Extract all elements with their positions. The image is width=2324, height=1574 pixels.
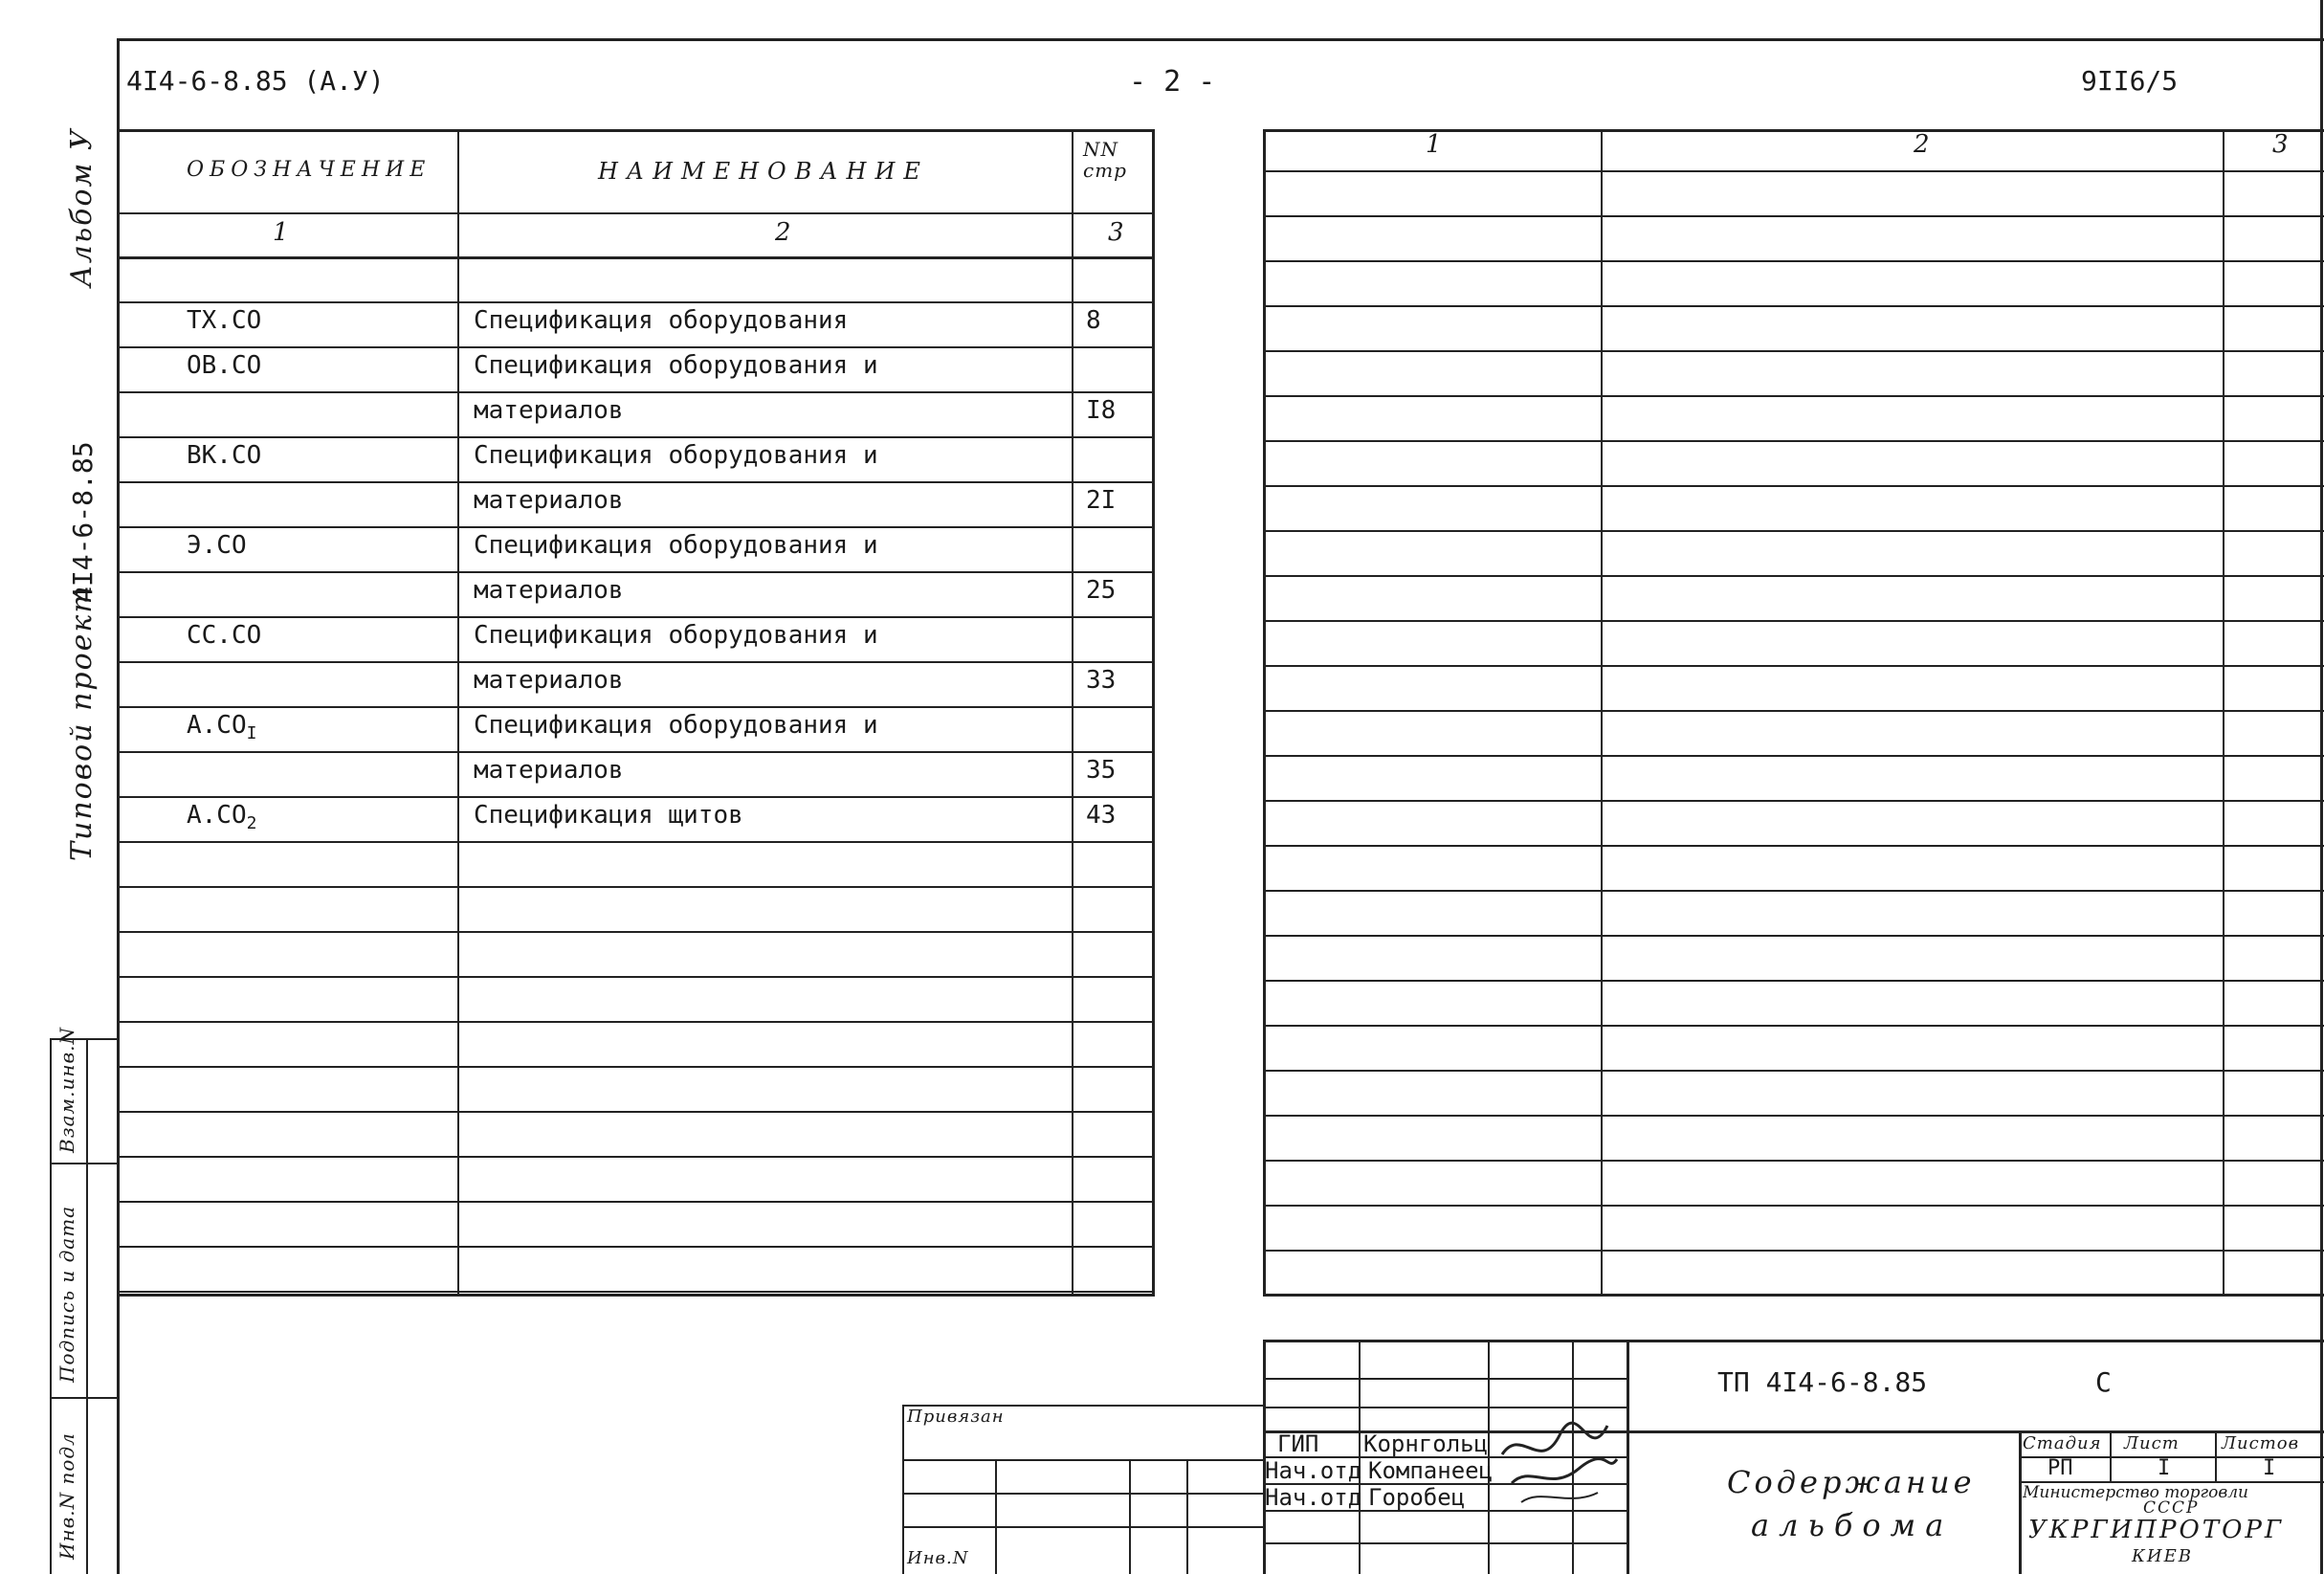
- left-header-line: [117, 212, 1155, 214]
- right-row-line: [1263, 800, 2324, 802]
- attached-col-3: [1186, 1459, 1188, 1574]
- row-page: 2I: [1086, 486, 1117, 515]
- stamp-label-inv: Инв.N подл: [55, 1432, 78, 1560]
- frame-top: [117, 38, 2324, 41]
- inv-label: Инв.N: [907, 1548, 969, 1568]
- stamp-row-1: [1263, 1378, 1627, 1380]
- project-label: Типовой проект: [65, 584, 99, 861]
- row-page: 33: [1086, 666, 1117, 695]
- row-page: 35: [1086, 756, 1117, 785]
- doc-code: 4I4-6-8.85 (А.У): [126, 65, 385, 97]
- stamp-row-2: [1263, 1407, 1627, 1408]
- right-row-line: [1263, 1115, 2324, 1117]
- left-colnum-line: [117, 256, 1155, 259]
- stamp-label-replace: Взам.инв.N: [55, 1026, 78, 1153]
- row-code: Э.СО: [187, 531, 247, 560]
- row-name: материалов: [474, 576, 624, 605]
- left-row-line: [117, 706, 1155, 708]
- left-row-line: [117, 526, 1155, 528]
- org-line4: КИЕВ: [2132, 1546, 2193, 1566]
- right-row-line: [1263, 440, 2324, 442]
- row-page: 8: [1086, 306, 1101, 335]
- left-colnum-3: 3: [1108, 218, 1130, 247]
- row-page: 25: [1086, 576, 1117, 605]
- left-header-name: НАИМЕНОВАНИЕ: [598, 158, 929, 185]
- right-row-line: [1263, 215, 2324, 217]
- sheet-label: Лист: [2124, 1433, 2180, 1453]
- left-row-line: [117, 1291, 1155, 1293]
- right-row-line: [1263, 1070, 2324, 1072]
- right-row-line: [1263, 980, 2324, 982]
- stamp-letter: С: [2095, 1366, 2112, 1398]
- left-header-pages: NN стр: [1083, 138, 1127, 182]
- right-row-line: [1263, 305, 2324, 307]
- right-row-line: [1263, 710, 2324, 712]
- row-name: Спецификация оборудования и: [474, 351, 878, 380]
- right-colnum-3: 3: [2272, 130, 2294, 159]
- left-row-line: [117, 886, 1155, 888]
- row-code-subscript: I: [246, 723, 257, 744]
- row-name: Спецификация щитов: [474, 801, 743, 830]
- left-row-line: [117, 1066, 1155, 1068]
- stamp-col-d: [1627, 1340, 1629, 1574]
- right-row-line: [1263, 665, 2324, 667]
- stamp-title-line1: Содержание: [1727, 1464, 1976, 1500]
- stage-label: Стадия: [2023, 1433, 2102, 1453]
- left-colnum-2: 2: [775, 218, 797, 247]
- attached-col-2: [1129, 1459, 1131, 1574]
- row-name: Спецификация оборудования и: [474, 711, 878, 740]
- left-header-designation: ОБОЗНАЧЕНИЕ: [187, 158, 432, 182]
- right-colnum-2: 2: [1914, 130, 1936, 159]
- left-table-col-divider-2: [1072, 129, 1073, 1297]
- row-code: А.СО: [187, 711, 247, 740]
- right-row-line: [1263, 755, 2324, 757]
- right-table-col-divider-1: [1601, 129, 1603, 1297]
- right-row-line: [1263, 260, 2324, 262]
- row-name: Спецификация оборудования и: [474, 441, 878, 470]
- row-code-wrap: [187, 711, 256, 743]
- signature-marks: [1493, 1416, 1627, 1512]
- stamp-row-7: [1263, 1542, 1627, 1544]
- left-row-line: [117, 841, 1155, 843]
- left-row-line: [117, 1111, 1155, 1113]
- right-row-line: [1263, 1160, 2324, 1162]
- stamp-box-line-left: [50, 1038, 52, 1574]
- right-row-line: [1263, 170, 2324, 172]
- row-name: Спецификация оборудования и: [474, 531, 878, 560]
- right-row-line: [1263, 1025, 2324, 1027]
- left-row-line: [117, 796, 1155, 798]
- row-code-subscript: 2: [246, 813, 257, 834]
- right-colnum-1: 1: [1426, 130, 1448, 159]
- staff-role-0: ГИП: [1277, 1430, 1319, 1457]
- staff-role-2: Нач.отд: [1265, 1484, 1362, 1511]
- row-name: материалов: [474, 666, 624, 695]
- left-row-line: [117, 391, 1155, 393]
- row-page: I8: [1086, 396, 1117, 425]
- org-line3: УКРГИПРОТОРГ: [2028, 1516, 2285, 1544]
- right-row-line: [1263, 1205, 2324, 1207]
- left-row-line: [117, 661, 1155, 663]
- attached-row-2: [902, 1493, 1266, 1495]
- right-row-line: [1263, 530, 2324, 532]
- left-table-col-divider-1: [457, 129, 459, 1297]
- left-row-line: [117, 1021, 1155, 1023]
- staff-name-2: Горобец: [1368, 1484, 1466, 1511]
- org-line2: СССР: [2143, 1498, 2200, 1518]
- left-colnum-1: 1: [273, 218, 295, 247]
- right-row-line: [1263, 485, 2324, 487]
- sheet-value: I: [2158, 1456, 2171, 1480]
- row-code-wrap: [187, 801, 256, 833]
- left-row-line: [117, 1156, 1155, 1158]
- left-row-line: [117, 1246, 1155, 1248]
- attached-col-1: [995, 1459, 997, 1574]
- row-name: Спецификация оборудования: [474, 306, 849, 335]
- sheets-value: I: [2263, 1456, 2276, 1480]
- row-code: ОВ.СО: [187, 351, 262, 380]
- sheet-code: 9II6/5: [2081, 65, 2179, 97]
- row-code: ВК.СО: [187, 441, 262, 470]
- right-row-line: [1263, 1250, 2324, 1252]
- right-row-line: [1263, 395, 2324, 397]
- left-row-line: [117, 931, 1155, 933]
- row-name: материалов: [474, 756, 624, 785]
- row-name: Спецификация оборудования и: [474, 621, 878, 650]
- right-row-line: [1263, 845, 2324, 847]
- staff-name-1: Компанеец: [1368, 1457, 1494, 1484]
- row-name: материалов: [474, 396, 624, 425]
- row-code: А.СО: [187, 801, 247, 830]
- right-table-col-divider-2: [2223, 129, 2224, 1297]
- stamp-project: ТП 4I4-6-8.85: [1717, 1366, 1928, 1398]
- album-label: Альбом У: [65, 127, 99, 287]
- left-row-line: [117, 301, 1155, 303]
- right-row-line: [1263, 620, 2324, 622]
- left-row-line: [117, 616, 1155, 618]
- left-row-line: [117, 1201, 1155, 1203]
- stamp-col-e: [2019, 1430, 2022, 1574]
- left-row-line: [117, 976, 1155, 978]
- stage-col-1: [2110, 1430, 2112, 1481]
- row-code: СС.СО: [187, 621, 262, 650]
- stamp-label-sign: Подпись и дата: [55, 1205, 78, 1383]
- row-page: 43: [1086, 801, 1117, 830]
- attached-label: Привязан: [907, 1407, 1005, 1427]
- staff-role-1: Нач.отд: [1265, 1457, 1362, 1484]
- left-row-line: [117, 481, 1155, 483]
- stamp-box-div1: [50, 1163, 117, 1164]
- attached-row-3: [902, 1526, 1266, 1528]
- stamp-box-div2: [50, 1397, 117, 1399]
- row-code: ТХ.СО: [187, 306, 262, 335]
- stage-value: РП: [2047, 1456, 2073, 1480]
- left-row-line: [117, 436, 1155, 438]
- row-name: материалов: [474, 486, 624, 515]
- org-line1: Министерство торговли: [2023, 1483, 2248, 1502]
- right-table: [1263, 129, 2324, 1297]
- left-row-line: [117, 751, 1155, 753]
- stamp-box-line-mid: [86, 1038, 88, 1574]
- stamp-title-line2: альбома: [1751, 1507, 1954, 1543]
- staff-name-0: Корнгольц: [1363, 1430, 1489, 1457]
- left-row-line: [117, 346, 1155, 348]
- sheets-label: Листов: [2222, 1433, 2300, 1453]
- stage-col-2: [2215, 1430, 2217, 1481]
- left-row-line: [117, 571, 1155, 573]
- page-number: - 2 -: [1129, 65, 1216, 99]
- right-row-line: [1263, 575, 2324, 577]
- project-code-vertical: 4I4-6-8.85: [67, 441, 99, 603]
- right-row-line: [1263, 935, 2324, 937]
- attached-row-1: [902, 1459, 1266, 1461]
- right-row-line: [1263, 890, 2324, 892]
- right-row-line: [1263, 350, 2324, 352]
